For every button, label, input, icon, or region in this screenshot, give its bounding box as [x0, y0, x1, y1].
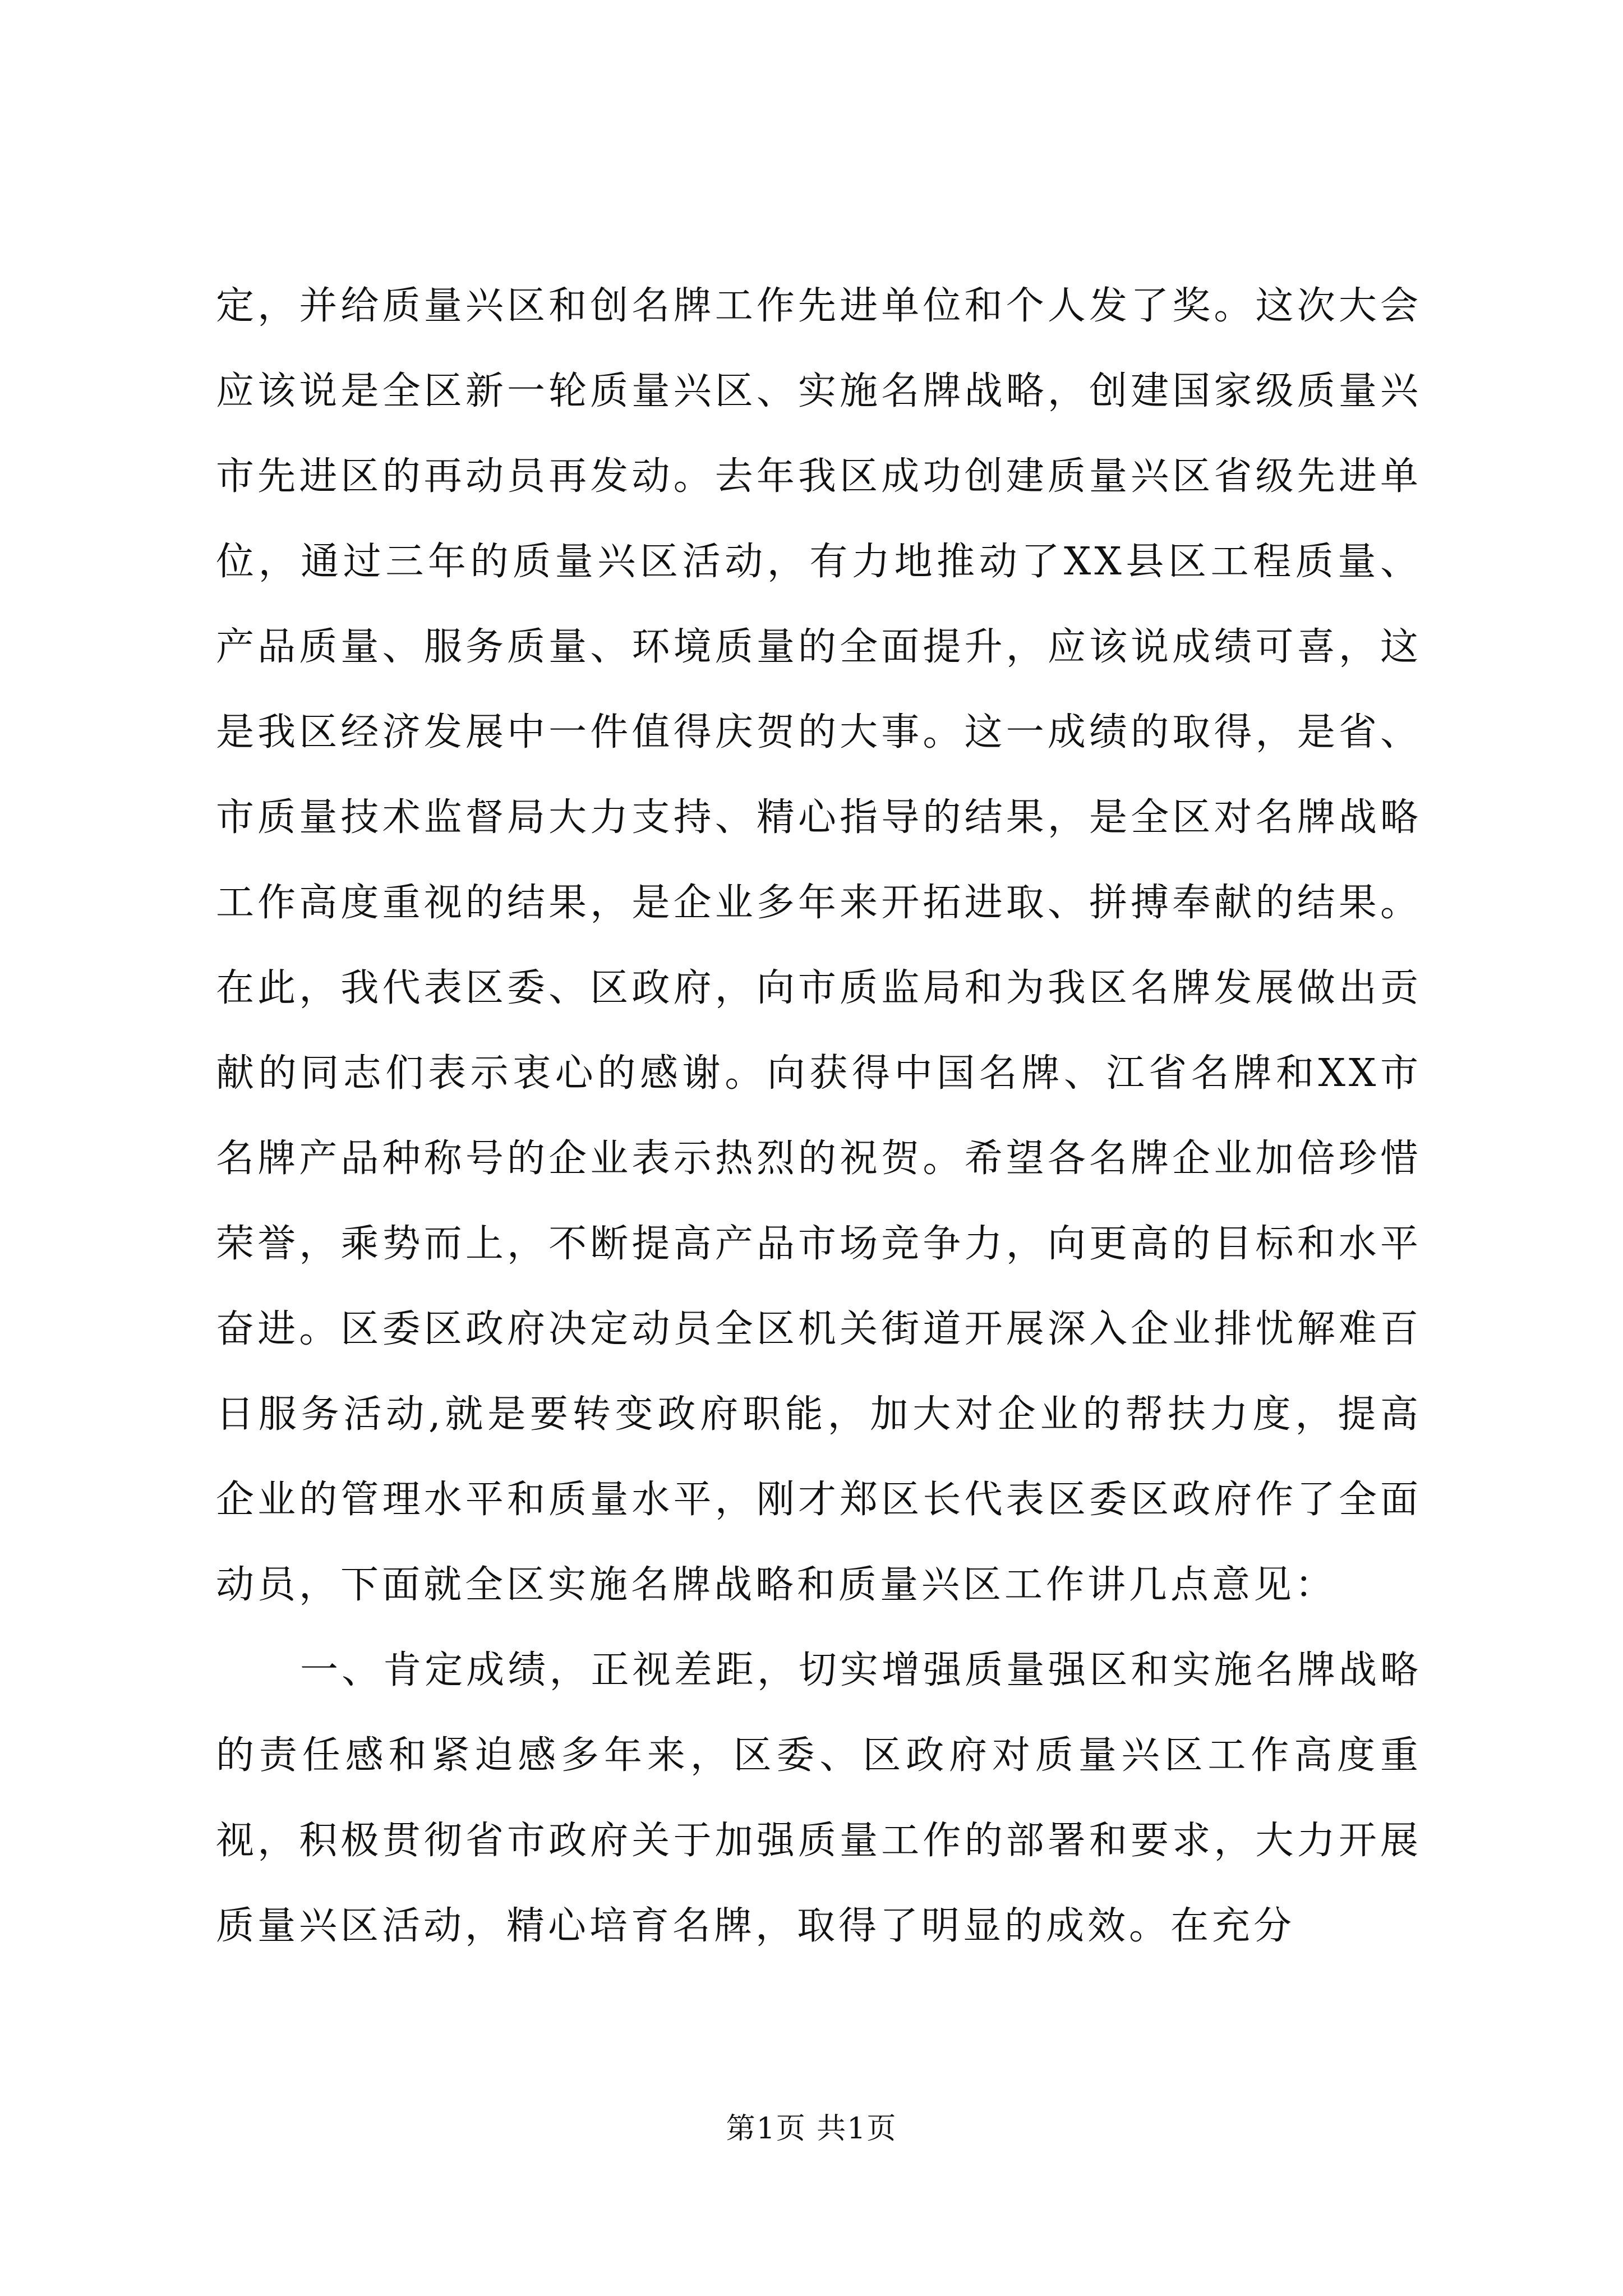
page-footer: 第1页 共1页	[726, 2112, 897, 2146]
paragraph-section-one: 一、肯定成绩，正视差距，切实增强质量强区和实施名牌战略的责任感和紧迫感多年来，区委、区政府对质量兴区工作高度重视，积极贯彻省市政府关于加强质量工作的部署和要求，大力开展质量兴区活动，精心培育名牌，取得了明显的成效。在充分	[216, 1648, 1422, 1948]
document-body	[216, 264, 1422, 1969]
paragraph-continuation: 定，并给质量兴区和创名牌工作先进单位和个人发了奖。这次大会应该说是全区新一轮质量兴区、实施名牌战略，创建国家级质量兴市先进区的再动员再发动。去年我区成功创建质量兴区省级先进单位，通过三年的质量兴区活动，有力地推动了XX县区工程质量、产品质量、服务质量、环境质量的全面提升，应该说成绩可喜，这是我区经济发展中一件值得庆贺的大事。这一成绩的取得，是省、市质量技术监督局大力支持、精心指导的结果，是全区对名牌战略工作高度重视的结果，是企业多年来开拓进取、拼搏奉献的结果。在此，我代表区委、区政府，向市质监局和为我区名牌发展做出贡献的同志们表示衷心的感谢。向获得中国名牌、江省名牌和XX市名牌产品种称号的企业表示热烈的祝贺。希望各名牌企业加倍珍惜荣誉，乘势而上，不断提高产品市场竞争力，向更高的目标和水平奋进。区委区政府决定动员全区机关街道开展深入企业排忧解难百日服务活动,就是要转变政府职能，加大对企业的帮扶力度，提高企业的管理水平和质量水平，刚才郑区长代表区委区政府作了全面动员，下面就全区实施名牌战略和质量兴区工作讲几点意见：	[216, 284, 1422, 1607]
